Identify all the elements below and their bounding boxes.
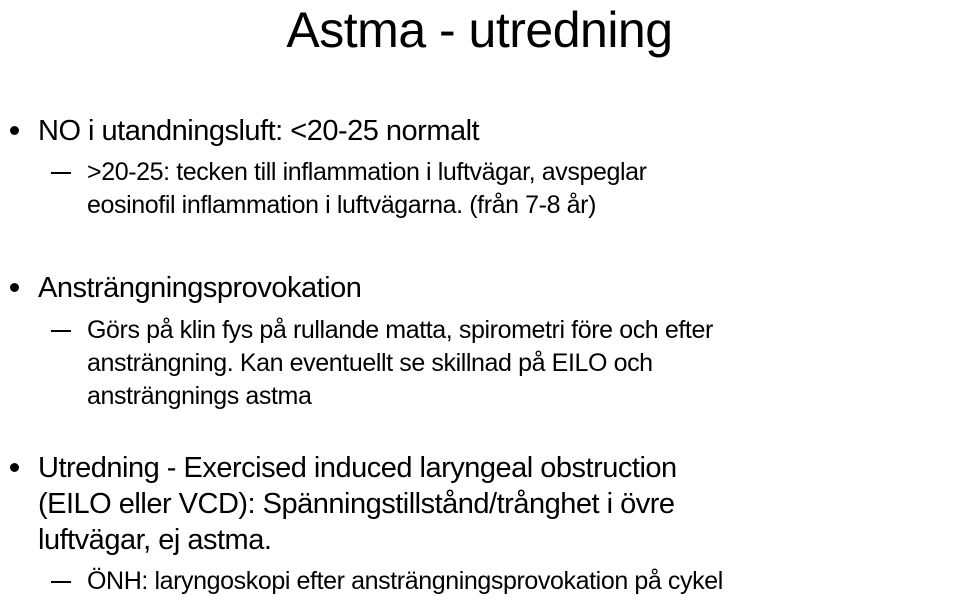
bullet-dot-icon [10, 283, 19, 292]
sub-bullet-line: eosinofil inflammation i luftvägarna. (från 7-8 år) [87, 191, 597, 219]
dash-icon [51, 581, 71, 583]
sub-bullet-line: Görs på klin fys på rullande matta, spirometri före och efter [87, 316, 713, 344]
bullet-dot-icon [10, 463, 19, 472]
bullet-text-line: Utredning - Exercised induced laryngeal obstruction [38, 452, 677, 484]
sub-bullet-line: >20-25: tecken till inflammation i luftvägar, avspeglar [87, 158, 647, 186]
dash-icon [51, 172, 71, 174]
sub-bullet-line: ansträngning. Kan eventuellt se skillnad på EILO och [87, 349, 653, 377]
bullet-text: NO i utandningsluft: <20-25 normalt [38, 115, 480, 147]
bullet-text: Ansträngningsprovokation [38, 272, 362, 304]
sub-bullet-line: ansträngnings astma [87, 382, 312, 410]
bullet-dot-icon [10, 126, 19, 135]
sub-bullet-line: ÖNH: laryngoskopi efter ansträngningsprovokation på cykel [87, 567, 723, 595]
bullet-text-line: (EILO eller VCD): Spänningstillstånd/trånghet i övre [38, 488, 675, 520]
dash-icon [51, 330, 71, 332]
slide-title: Astma - utredning [286, 2, 673, 58]
bullet-text-line: luftvägar, ej astma. [38, 524, 272, 556]
